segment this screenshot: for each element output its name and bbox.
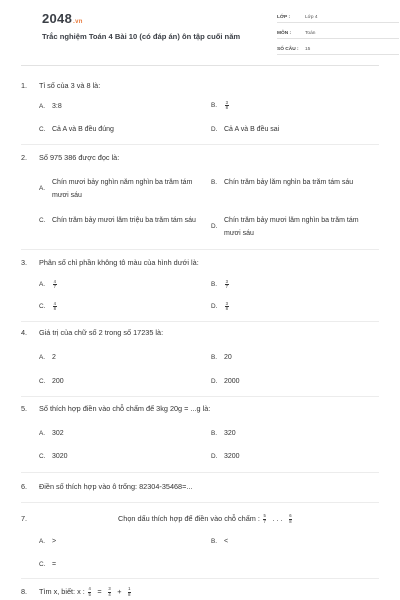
question-3: 3. Phân số chỉ phần không tô màu của hình dưới là:	[21, 258, 199, 267]
option-3d[interactable]: D. $\frac{3}{8}$	[211, 301, 228, 312]
option-1b[interactable]: B. $\frac{3}{8}$	[211, 100, 228, 111]
meta-row-subject: MÔN : Toán	[277, 26, 399, 39]
option-2c[interactable]: C. Chín trăm bảy mươi lăm triệu ba trăm tám sáu	[39, 216, 196, 224]
option-7c[interactable]: C. =	[39, 561, 57, 568]
fraction: $\frac{6}{8}$	[289, 513, 292, 524]
document-title: Trắc nghiệm Toán 4 Bài 10 (có đáp án) ôn tập cuối năm	[42, 32, 241, 41]
question-text: Tìm x, biết: x :	[39, 587, 85, 596]
question-6: 6. Điền số thích hợp vào ô trống: 82304-35468=...	[21, 482, 193, 491]
option-1c[interactable]: C. Cả A và B đều đúng	[39, 126, 114, 133]
worksheet-header	[21, 0, 379, 66]
meta-row-question-count: SỐ CÂU : 15	[277, 42, 399, 55]
divider	[21, 249, 379, 250]
divider	[21, 578, 379, 579]
option-3b[interactable]: B. $\frac{3}{7}$	[211, 279, 228, 290]
site-logo[interactable]: 2048.vn	[42, 11, 83, 26]
option-1d[interactable]: D. Cả A và B đều sai	[211, 126, 280, 133]
question-5: 5. Số thích hợp điền vào chỗ chấm để 3kg 20g = ...g là:	[21, 404, 211, 413]
option-4b[interactable]: B. 20	[211, 354, 232, 361]
option-5d[interactable]: D. 3200	[211, 453, 240, 460]
question-7: 7. Chọn dấu thích hợp để điền vào chỗ chấm : $\frac{5}{7}$ . . . $\frac{6}{8}$	[21, 513, 292, 524]
option-1a[interactable]: A. 3:8	[39, 103, 62, 110]
divider	[21, 396, 379, 397]
option-4c[interactable]: C. 200	[39, 378, 64, 385]
option-3a[interactable]: A. $\frac{4}{7}$	[39, 279, 56, 290]
question-number: 1.	[21, 81, 28, 90]
question-text: Tỉ số của 3 và 8 là:	[39, 81, 101, 90]
option-2a[interactable]: A. Chín mươi bảy nghìn năm nghìn ba trăm tám mươi sáu	[39, 179, 193, 199]
fraction: $\frac{3}{8}$	[225, 100, 228, 111]
option-4a[interactable]: A. 2	[39, 354, 56, 361]
question-4: 4. Giá trị của chữ số 2 trong số 17235 là:	[21, 328, 164, 337]
option-4d[interactable]: D. 2000	[211, 378, 240, 385]
question-8: 8. Tìm x, biết: x : $\frac{4}{5}$ = $\frac{3}{4}$ + $\frac{1}{8}$	[21, 586, 131, 597]
blank-dots: . . .	[272, 514, 283, 523]
divider	[21, 472, 379, 473]
question-text: Chọn dấu thích hợp để điền vào chỗ chấm :	[118, 514, 260, 523]
meta-row-class: LỚP : Lớp 4	[277, 10, 399, 23]
meta-table	[277, 10, 399, 58]
option-5c[interactable]: C. 3020	[39, 453, 68, 460]
option-7b[interactable]: B. <	[211, 538, 229, 545]
option-3c[interactable]: C. $\frac{4}{8}$	[39, 301, 56, 312]
option-5a[interactable]: A. 302	[39, 430, 64, 437]
divider	[21, 144, 379, 145]
question-1	[21, 81, 379, 90]
question-2: 2. Số 975 386 được đọc là:	[21, 153, 120, 162]
option-5b[interactable]: B. 320	[211, 430, 236, 437]
fraction: $\frac{5}{7}$	[263, 513, 266, 524]
option-2d[interactable]: D. Chín trăm bảy mươi lăm nghìn ba trăm tám mươi sáu	[211, 217, 359, 237]
divider	[21, 502, 379, 503]
option-2b[interactable]: B. Chín trăm bảy lăm nghìn ba trăm tám sáu	[211, 178, 354, 186]
option-7a[interactable]: A. >	[39, 538, 57, 545]
divider	[21, 321, 379, 322]
